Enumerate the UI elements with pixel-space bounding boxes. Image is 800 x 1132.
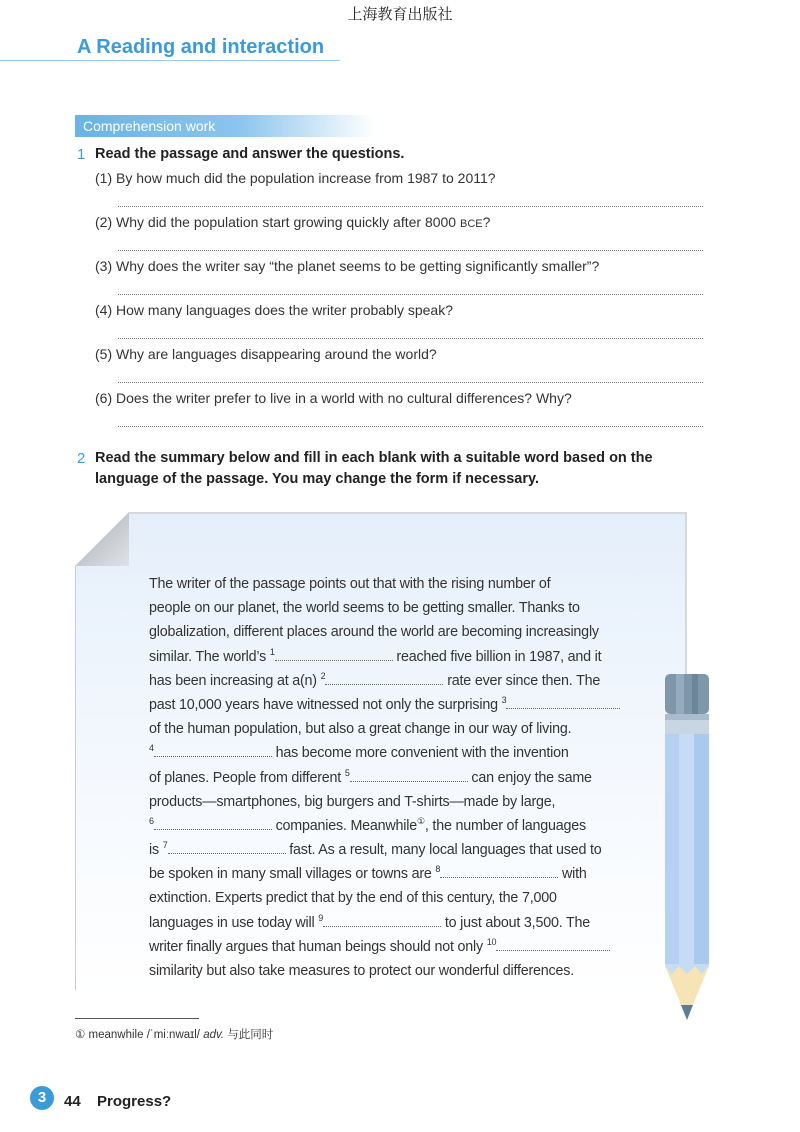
- footnote-rule: [75, 1018, 199, 1019]
- summary-line: [149, 693, 649, 717]
- answer-line-6[interactable]: [118, 426, 703, 427]
- footnote-mark: ①: [75, 1029, 86, 1041]
- summary-text-run: companies. Meanwhile: [271, 817, 418, 834]
- blank-1[interactable]: [275, 648, 393, 661]
- summary-line: [149, 862, 649, 886]
- question-1-heading: Read the passage and answer the questions.: [95, 146, 405, 162]
- blank-2[interactable]: [325, 672, 443, 685]
- blank-8[interactable]: [440, 865, 558, 878]
- blank-number-9: 9: [318, 912, 324, 923]
- blank-6[interactable]: [154, 817, 272, 830]
- summary-line: products—smartphones, big burgers and T-shirts—made by large,: [149, 793, 556, 810]
- summary-line: [149, 911, 649, 935]
- footnote-marker: ①: [417, 816, 425, 827]
- sub-question-number: (3): [95, 258, 113, 274]
- summary-text-run: fast. As a result, many local languages that used to: [285, 842, 602, 859]
- summary-text-run: similar. The world’s: [149, 648, 270, 665]
- sub-question-4: [95, 302, 453, 318]
- summary-text-run: to just about 3,500. The: [441, 914, 591, 931]
- blank-5[interactable]: [350, 769, 468, 782]
- footnote-word: meanwhile: [88, 1029, 144, 1041]
- sub-question-text: Why does the writer say “the planet seems to be getting significantly smaller”?: [116, 258, 600, 274]
- summary-text: [149, 572, 649, 983]
- question-2-number: 2: [77, 450, 86, 467]
- unit-title: Progress?: [97, 1093, 172, 1110]
- blank-number-2: 2: [320, 670, 326, 681]
- summary-text-run: with: [558, 866, 587, 883]
- blank-number-6: 6: [149, 816, 154, 827]
- question-1-number: 1: [77, 146, 86, 163]
- footnote-gloss: 与此同时: [227, 1029, 274, 1041]
- sub-question-number: (5): [95, 346, 113, 362]
- answer-line-5[interactable]: [118, 382, 703, 383]
- summary-line: [149, 935, 649, 959]
- sub-question-number: (2): [95, 214, 113, 230]
- summary-line: globalization, different places around the world are becoming increasingly: [149, 624, 599, 641]
- sub-question-1: [95, 170, 496, 186]
- blank-number-5: 5: [344, 767, 350, 778]
- question-2-heading-line-1: Read the summary below and fill in each blank with a suitable word based on the: [95, 450, 653, 466]
- blank-number-7: 7: [162, 840, 168, 851]
- sub-question-text: Why did the population start growing quickly after 8000: [116, 214, 460, 230]
- summary-text-run: has been increasing at a(n): [149, 672, 321, 689]
- summary-text-run: writer finally argues that human beings should not only: [149, 938, 487, 955]
- unit-number-badge: 3: [30, 1086, 54, 1110]
- footnote-ipa: /ˈmiːnwaɪl/: [146, 1029, 200, 1041]
- sub-question-number: (6): [95, 390, 113, 406]
- summary-text-run: be spoken in many small villages or towns are: [149, 866, 436, 883]
- summary-line: of the human population, but also a great change in our way of living.: [149, 721, 572, 738]
- answer-line-2[interactable]: [118, 250, 703, 251]
- summary-line: [149, 766, 649, 790]
- blank-number-4: 4: [149, 743, 154, 754]
- page-number: 44: [64, 1093, 81, 1110]
- summary-line: similarity but also take measures to protect our wonderful differences.: [149, 963, 574, 979]
- sub-question-text: Does the writer prefer to live in a world with no cultural differences? Why?: [116, 390, 572, 406]
- blank-number-10: 10: [486, 937, 497, 948]
- footnote: [75, 1026, 273, 1042]
- answer-line-3[interactable]: [118, 294, 703, 295]
- section-rule: [0, 60, 340, 61]
- bce-small-caps: BCE: [460, 218, 483, 230]
- section-title: A Reading and interaction: [77, 36, 325, 58]
- summary-text-run: has become more convenient with the invention: [271, 745, 569, 762]
- pencil-icon: [664, 674, 710, 1024]
- answer-line-4[interactable]: [118, 338, 703, 339]
- blank-4[interactable]: [154, 744, 272, 757]
- summary-line: [149, 645, 649, 669]
- answer-line-1[interactable]: [118, 206, 703, 207]
- sub-question-text: How many languages does the writer probably speak?: [116, 302, 453, 318]
- blank-9[interactable]: [323, 914, 441, 927]
- summary-line: extinction. Experts predict that by the end of this century, the 7,000: [149, 890, 557, 907]
- blank-7[interactable]: [168, 841, 286, 854]
- summary-text-run: past 10,000 years have witnessed not only the surprising: [149, 696, 502, 713]
- blank-number-8: 8: [435, 864, 441, 875]
- sub-question-number: (4): [95, 302, 113, 318]
- summary-text-run: of planes. People from different: [149, 769, 345, 786]
- sub-question-number: (1): [95, 170, 113, 186]
- summary-text-run: reached five billion in 1987, and it: [392, 648, 602, 665]
- summary-text-run: rate ever since then. The: [443, 672, 601, 689]
- summary-line: [149, 838, 649, 862]
- sub-question-2: [95, 214, 490, 230]
- card-fold-cutout: [75, 512, 129, 566]
- blank-number-3: 3: [501, 695, 507, 706]
- blank-number-1: 1: [269, 646, 275, 657]
- summary-text-run: is: [149, 842, 163, 859]
- summary-line: The writer of the passage points out that with the rising number of: [149, 576, 551, 592]
- footnote-pos: adv.: [203, 1029, 225, 1041]
- blank-10[interactable]: [496, 938, 610, 951]
- question-2-heading-line-2: language of the passage. You may change the form if necessary.: [95, 471, 539, 487]
- sub-question-text: Why are languages disappearing around the world?: [116, 346, 437, 362]
- card-left-edge: [75, 512, 76, 990]
- question-2-heading: [95, 448, 653, 490]
- summary-text-run: languages in use today will: [149, 914, 319, 931]
- sub-question-3: [95, 258, 599, 274]
- sub-question-text-end: ?: [482, 214, 491, 230]
- blank-3[interactable]: [506, 696, 620, 709]
- summary-text-run: , the number of languages: [424, 817, 587, 834]
- summary-line: people on our planet, the world seems to be getting smaller. Thanks to: [149, 600, 580, 617]
- sub-question-text: By how much did the population increase from 1987 to 2011?: [116, 170, 496, 186]
- sub-question-5: [95, 346, 437, 362]
- summary-line: [149, 669, 649, 693]
- publisher-header: 上海教育出版社: [347, 5, 453, 23]
- summary-text-run: can enjoy the same: [467, 769, 592, 786]
- summary-line: [149, 814, 649, 838]
- comprehension-work-bar: Comprehension work: [75, 115, 375, 137]
- summary-line: [149, 741, 649, 765]
- sub-question-6: [95, 390, 572, 406]
